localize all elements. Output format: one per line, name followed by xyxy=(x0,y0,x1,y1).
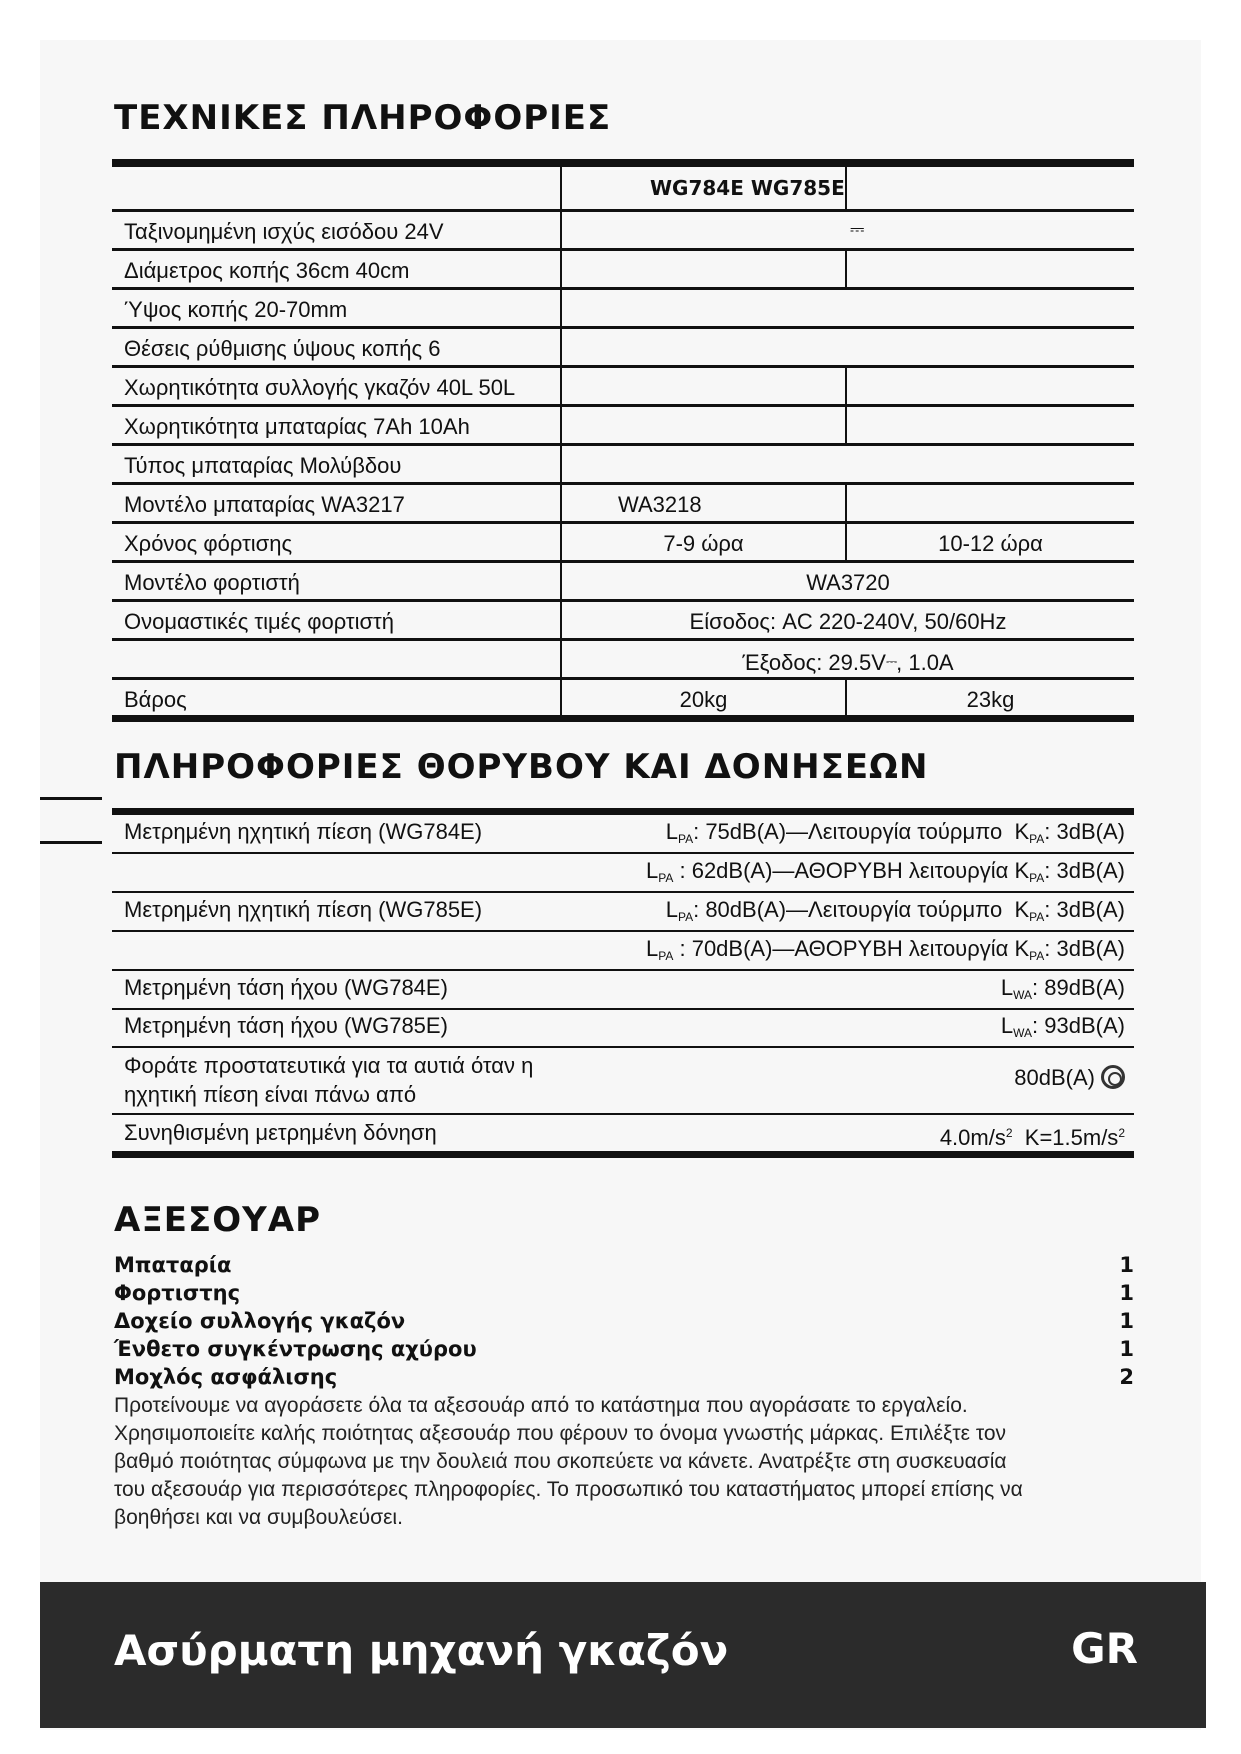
row-label: Διάμετρος κοπής 36cm 40cm xyxy=(124,258,410,283)
noise-label: Μετρημένη τάση ήχου (WG785E) xyxy=(124,1013,448,1038)
row-label: Ταξινομημένη ισχύς εισόδου 24V xyxy=(124,219,444,244)
noise-value: $L_{PA}$: 80dB(A)—Λειτουργία τούρμπο $K_{PA}$: 3dB(A) xyxy=(665,897,1125,924)
noise-label: ηχητική πίεση είναι πάνω από xyxy=(124,1082,417,1107)
noise-value: $L_{PA}$: 75dB(A)—Λειτουργία τούρμπο $K_{PA}$: 3dB(A) xyxy=(665,819,1125,846)
row-label: Χωρητικότητα συλλογής γκαζόν 40L 50L xyxy=(124,375,516,400)
list-item: Ένθετο συγκέντρωσης αχύρου 1 xyxy=(114,1337,1134,1361)
margin-mark xyxy=(40,797,102,800)
noise-label: Μετρημένη ηχητική πίεση (WG785E) xyxy=(124,897,483,922)
charger-output: Έξοδος: 29.5V⎓, 1.0A xyxy=(742,650,954,675)
row-label: Χρόνος φόρτισης xyxy=(124,531,293,556)
noise-label: Συνηθισμένη μετρημένη δόνηση xyxy=(124,1120,437,1145)
row-value: 23kg xyxy=(966,687,1015,712)
row-label: Χωρητικότητα μπαταρίας 7Ah 10Ah xyxy=(124,414,470,439)
list-item: Δοχείο συλλογής γκαζόν 1 xyxy=(114,1309,1134,1333)
noise-label: Μετρημένη τάση ήχου (WG784E) xyxy=(124,975,448,1000)
noise-title: ΠΛΗΡΟΦΟΡΙΕΣ ΘΟΡΥΒΟΥ ΚΑΙ ΔΟΝΗΣΕΩΝ xyxy=(114,747,929,787)
tech-top-rule xyxy=(112,159,1134,167)
noise-value: $L_{PA}$ : 70dB(A)—ΑΘΟΡΥΒΗ λειτουργία $K_{PA}$: 3dB(A) xyxy=(645,936,1125,963)
row-label: Ονομαστικές τιμές φορτιστή xyxy=(124,609,394,634)
dc-symbol: ⎓ xyxy=(885,653,897,669)
model-header: WG784E WG785E xyxy=(650,176,845,200)
row-value: 10-12 ώρα xyxy=(938,531,1043,556)
tech-title: ΤΕΧΝΙΚΕΣ ΠΛΗΡΟΦΟΡΙΕΣ xyxy=(114,98,612,138)
row-label: Μοντέλο φορτιστή xyxy=(124,570,300,595)
noise-label: Μετρημένη ηχητική πίεση (WG784E) xyxy=(124,819,483,844)
row-label: Βάρος xyxy=(124,687,187,712)
noise-value: $4.0m/s^2$ $K=1.5m/s^2$ xyxy=(939,1125,1125,1150)
footer-title: Ασύρματη μηχανή γκαζόν xyxy=(114,1626,729,1675)
list-item: Μοχλός ασφάλισης 2 xyxy=(114,1365,1134,1389)
noise-value: 80dB(A) xyxy=(560,1063,1125,1093)
row-value: WA3218 xyxy=(618,492,702,517)
row-label: Ύψος κοπής 20-70mm xyxy=(124,297,348,322)
noise-label: Φοράτε προστατευτικά για τα αυτιά όταν η xyxy=(124,1053,534,1078)
ear-protection-icon xyxy=(1101,1065,1125,1089)
noise-top-rule xyxy=(112,808,1134,815)
row-value: 7-9 ώρα xyxy=(663,531,744,556)
noise-value: $L_{WA}$: 89dB(A) xyxy=(1000,975,1125,1002)
dc-symbol: ⎓ xyxy=(850,219,865,239)
margin-mark xyxy=(40,841,102,844)
noise-value: $L_{WA}$: 93dB(A) xyxy=(1000,1013,1125,1040)
row-value: 20kg xyxy=(679,687,728,712)
footer-banner xyxy=(40,1582,1206,1728)
accessories-paragraph: Προτείνουμε να αγοράσετε όλα τα αξεσουάρ από το κατάστημα που αγοράσατε το εργαλείο. Χρησιμοποιείτε καλής ποιότητας αξεσουάρ που φέρουν το όνομα γνωστής μάρκας. Επιλέξτε τον βαθμό ποιότητας σύμφωνα με την δουλειά που σκοπεύετε να κάνετε. Ανατρέξτε στη συσκευασία του αξεσουάρ για περισσότερες πληροφορίες. Το προσωπικό του καταστήματος μπορεί επίσης να βοηθήσει και να συμβουλεύσει. xyxy=(114,1394,1023,1529)
row-label: Τύπος μπαταρίας Μολύβδου xyxy=(124,453,402,478)
language-code: GR xyxy=(1071,1624,1138,1673)
accessories-title: ΑΞΕΣΟΥΑΡ xyxy=(114,1200,322,1240)
row-label: Θέσεις ρύθμισης ύψους κοπής 6 xyxy=(124,336,441,361)
row-value: Είσοδος: AC 220-240V, 50/60Hz xyxy=(689,609,1007,634)
list-item: Μπαταρία 1 xyxy=(114,1253,1134,1277)
row-label: Μοντέλο μπαταρίας WA3217 xyxy=(124,492,405,517)
row-value: WA3720 xyxy=(806,570,890,595)
list-item: Φορτιστης 1 xyxy=(114,1281,1134,1305)
noise-value: $L_{PA}$ : 62dB(A)—ΑΘΟΡΥΒΗ λειτουργία $K_{PA}$: 3dB(A) xyxy=(645,858,1125,885)
